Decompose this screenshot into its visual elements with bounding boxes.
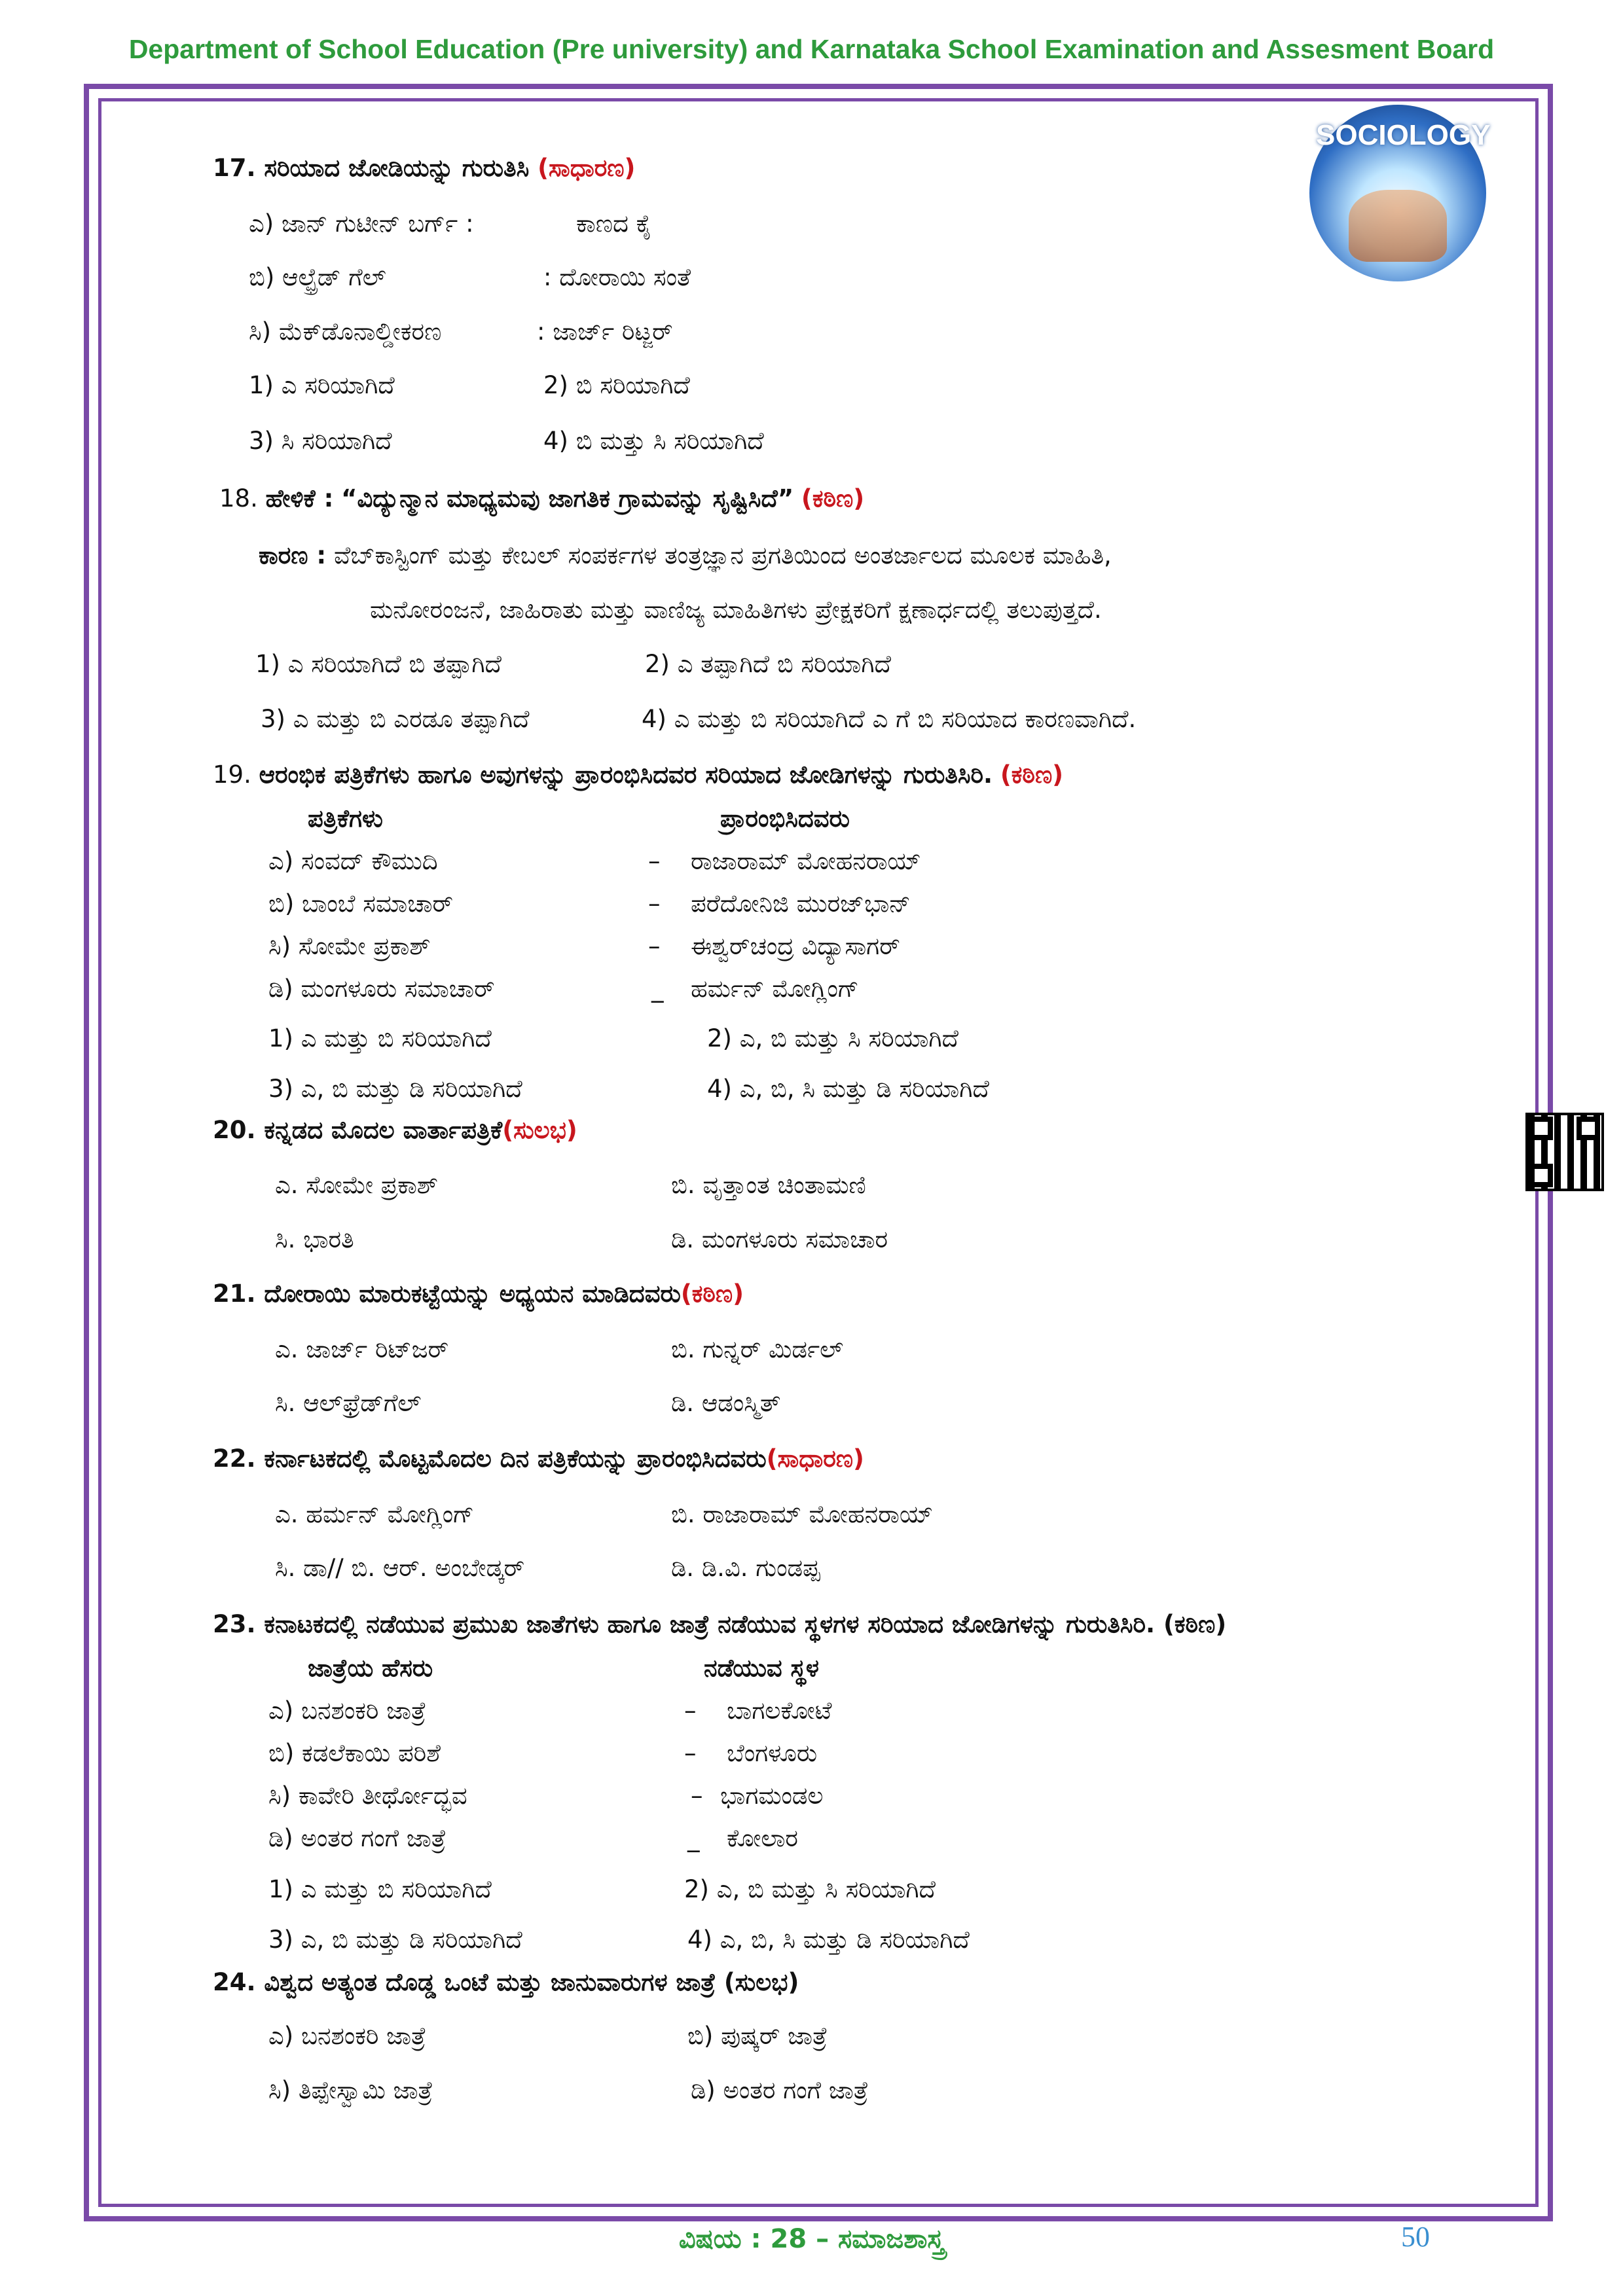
q20-option-d: ಡಿ. ಮಂಗಳೂರು ಸಮಾಚಾರ [671, 1225, 888, 1253]
q19-title-text: ಆರಂಭಿಕ ಪತ್ರಿಕೆಗಳು ಹಾಗೂ ಅವುಗಳನ್ನು ಪ್ರಾರಂಭಿಸಿದವರ ಸರಿಯಾದ ಜೋಡಿಗಳನ್ನು ಗುರುತಿಸಿರಿ. [259, 761, 993, 789]
q19-number: 19. [213, 761, 251, 789]
q18-level: (ಕಠಿಣ) [801, 484, 865, 512]
q19-row-c-dash: – [648, 932, 661, 960]
q24-option-a: ಎ) ಬನಶಂಕರಿ ಜಾತ್ರೆ [268, 2022, 426, 2050]
q24-option-d: ಡಿ) ಅಂತರ ಗಂಗೆ ಜಾತ್ರೆ [691, 2076, 869, 2104]
q23-column-header-place: ನಡೆಯುವ ಸ್ಥಳ [704, 1654, 819, 1682]
q18-reason-label: ಕಾರಣ : [259, 541, 327, 569]
q21-option-b: ಬಿ. ಗುನ್ನರ್ ಮಿರ್ಡಲ್ [671, 1335, 844, 1363]
q17-option-a-match: ಕಾಣದ ಕೈ [576, 209, 652, 238]
q17-option-a: ಎ) ಜಾನ್ ಗುಟೀನ್ ಬರ್ಗ್ : [249, 209, 474, 238]
q17-option-b-match: : ದೋರಾಯಿ ಸಂತೆ [543, 263, 691, 291]
q19-answer-3: 3) ಎ, ಬಿ ಮತ್ತು ಡಿ ಸರಿಯಾಗಿದೆ [268, 1075, 522, 1103]
q19-row-c-right: ಈಶ್ವರ್‌ಚಂದ್ರ ವಿದ್ಯಾಸಾಗರ್ [691, 932, 900, 960]
q20-level: (ಸುಲಭ) [502, 1116, 577, 1144]
q18-statement-label: ಹೇಳಿಕೆ : [265, 484, 334, 512]
q19-column-header-founders: ಪ್ರಾರಂಭಿಸಿದವರು [720, 804, 850, 833]
q22-option-b: ಬಿ. ರಾಜಾರಾಮ್ ಮೋಹನರಾಯ್ [671, 1500, 934, 1528]
q23-answer-1: 1) ಎ ಮತ್ತು ಬಿ ಸರಿಯಾಗಿದೆ [268, 1875, 492, 1903]
q22-option-c: ಸಿ. ಡಾ// ಬಿ. ಆರ್. ಅಂಬೇಡ್ಕರ್ [275, 1554, 525, 1582]
q17-answer-4: 4) ಬಿ ಮತ್ತು ಸಿ ಸರಿಯಾಗಿದೆ [543, 427, 764, 455]
q22-option-d: ಡಿ. ಡಿ.ವಿ. ಗುಂಡಪ್ಪ [671, 1554, 820, 1582]
q19-row-a-right: ರಾಜಾರಾಮ್ ಮೋಹನರಾಯ್ [691, 847, 922, 875]
q23-row-c-dash: – [691, 1782, 703, 1810]
q19-answer-1: 1) ಎ ಮತ್ತು ಬಿ ಸರಿಯಾಗಿದೆ [268, 1024, 492, 1052]
page-header: Department of School Education (Pre university) and Karnataka School Examination and Assesment Board [128, 34, 1495, 64]
q19-row-d-right: ಹರ್ಮನ್ ಮೋಗ್ಲಿಂಗ್ [691, 975, 859, 1003]
q17-option-b: ಬಿ) ಆಲ್ಫ್ರೆಡ್ ಗೆಲ್ [249, 263, 386, 291]
q17-answer-1: 1) ಎ ಸರಿಯಾಗಿದೆ [249, 371, 395, 399]
q18-reason-text-1: ವೆಬ್‌ಕಾಸ್ಟಿಂಗ್ ಮತ್ತು ಕೇಬಲ್ ಸಂಪರ್ಕಗಳ ತಂತ್ರಜ್ಞಾನ ಪ್ರಗತಿಯಿಂದ ಅಂತರ್ಜಾಲದ ಮೂಲಕ ಮಾಹಿತಿ, [333, 541, 1112, 569]
q23-row-b-dash: – [684, 1739, 697, 1767]
q23-row-a-left: ಎ) ಬನಶಂಕರಿ ಜಾತ್ರೆ [268, 1696, 426, 1725]
q18-answer-3: 3) ಎ ಮತ್ತು ಬಿ ಎರಡೂ ತಪ್ಪಾಗಿದೆ [261, 705, 530, 733]
q23-row-d-dash: _ [687, 1824, 700, 1852]
q19-row-d-left: ಡಿ) ಮಂಗಳೂರು ಸಮಾಚಾರ್ [268, 975, 495, 1003]
q18-number: 18. [219, 484, 258, 512]
q24-option-b: ಬಿ) ಪುಷ್ಕರ್ ಜಾತ್ರೆ [687, 2022, 828, 2050]
q19-row-a-left: ಎ) ಸಂವದ್ ಕೌಮುದಿ [268, 847, 438, 875]
q23-answer-4: 4) ಎ, ಬಿ, ಸಿ ಮತ್ತು ಡಿ ಸರಿಯಾಗಿದೆ [687, 1926, 970, 1954]
q23-row-b-left: ಬಿ) ಕಡಲೆಕಾಯಿ ಪರಿಶೆ [268, 1739, 441, 1767]
q18-answer-1: 1) ಎ ಸರಿಯಾಗಿದೆ ಬಿ ತಪ್ಪಾಗಿದೆ [255, 650, 501, 678]
q17-answer-2: 2) ಬಿ ಸರಿಯಾಗಿದೆ [543, 371, 690, 399]
q20-option-a: ಎ. ಸೋಮೇ ಪ್ರಕಾಶ್ [275, 1171, 439, 1199]
q19-answer-4: 4) ಎ, ಬಿ, ಸಿ ಮತ್ತು ಡಿ ಸರಿಯಾಗಿದೆ [707, 1075, 989, 1103]
q22-title-text: 22. ಕರ್ನಾಟಕದಲ್ಲಿ ಮೊಟ್ಟಮೊದಲ ದಿನ ಪತ್ರಿಕೆಯನ್ನು ಪ್ರಾರಂಭಿಸಿದವರು [213, 1444, 767, 1473]
q18-answer-4: 4) ಎ ಮತ್ತು ಬಿ ಸರಿಯಾಗಿದೆ ಎ ಗೆ ಬಿ ಸರಿಯಾದ ಕಾರಣವಾಗಿದೆ. [642, 705, 1137, 733]
q20-option-c: ಸಿ. ಭಾರತಿ [275, 1225, 354, 1253]
q21-title-text: 21. ದೋರಾಯಿ ಮಾರುಕಟ್ಟೆಯನ್ನು ಅಧ್ಯಯನ ಮಾಡಿದವರು [213, 1280, 681, 1308]
q21-option-a: ಎ. ಜಾರ್ಜ್ ರಿಟ್‌ಜರ್ [275, 1335, 449, 1363]
q23-column-header-fair-name: ಜಾತ್ರೆಯ ಹೆಸರು [308, 1654, 433, 1682]
q20-title [213, 1118, 577, 1142]
q19-answer-2: 2) ಎ, ಬಿ ಮತ್ತು ಸಿ ಸರಿಯಾಗಿದೆ [707, 1024, 959, 1052]
q23-row-b-right: ಬೆಂಗಳೂರು [727, 1739, 818, 1767]
q17-title [213, 156, 635, 180]
q19-row-b-left: ಬಿ) ಬಾಂಬೆ ಸಮಾಚಾರ್ [268, 889, 454, 918]
q20-title-text: 20. ಕನ್ನಡದ ಮೊದಲ ವಾರ್ತಾಪತ್ರಿಕೆ [213, 1116, 503, 1144]
q19-row-b-right: ಪರೆದೋನಿಜಿ ಮುರಜ್‌ಭಾನ್ [691, 889, 911, 918]
q21-title [213, 1282, 744, 1306]
q17-option-c-match: : ಜಾರ್ಜ್ ರಿಟ್ಜರ್ [537, 317, 673, 346]
q17-answer-3: 3) ಸಿ ಸರಿಯಾಗಿದೆ [249, 427, 392, 455]
q21-level: (ಕಠಿಣ) [680, 1280, 744, 1308]
q19-row-c-left: ಸಿ) ಸೋಮೇ ಪ್ರಕಾಶ್ [268, 932, 431, 960]
q23-row-c-right: ಭಾಗಮಂಡಲ [720, 1782, 824, 1810]
q22-option-a: ಎ. ಹರ್ಮನ್ ಮೋಗ್ಲಿಂಗ್ [275, 1500, 475, 1528]
q23-row-d-left: ಡಿ) ಅಂತರ ಗಂಗೆ ಜಾತ್ರೆ [268, 1824, 447, 1852]
q19-row-b-dash: – [648, 889, 661, 918]
q18-answer-2: 2) ಎ ತಪ್ಪಾಗಿದೆ ಬಿ ಸರಿಯಾಗಿದೆ [645, 650, 891, 678]
q24-title: 24. ವಿಶ್ವದ ಅತ್ಯಂತ ದೊಡ್ಡ ಒಂಟೆ ಮತ್ತು ಜಾನುವಾರುಗಳ ಜಾತ್ರೆ (ಸುಲಭ) [213, 1968, 799, 1996]
q21-option-d: ಡಿ. ಆಡಂಸ್ಮಿತ್ [671, 1389, 781, 1417]
q23-row-a-dash: – [684, 1696, 697, 1725]
q21-option-c: ಸಿ. ಆಲ್‌ಫ್ರೆಡ್‌ಗೆಲ್ [275, 1389, 422, 1417]
q19-title [213, 762, 1063, 787]
q23-row-a-right: ಬಾಗಲಕೋಟೆ [727, 1696, 832, 1725]
qr-code-icon [1525, 1113, 1604, 1191]
q22-level: (ಸಾಧಾರಣ) [766, 1444, 864, 1473]
hands-globe-icon [1349, 190, 1447, 262]
q24-option-c: ಸಿ) ತಿಪ್ಪೇಸ್ವಾಮಿ ಜಾತ್ರೆ [268, 2076, 433, 2104]
q23-row-d-right: ಕೋಲಾರ [727, 1824, 799, 1852]
q20-option-b: ಬಿ. ವೃತ್ತಾಂತ ಚಿಂತಾಮಣಿ [671, 1171, 866, 1199]
q23-answer-3: 3) ಎ, ಬಿ ಮತ್ತು ಡಿ ಸರಿಯಾಗಿದೆ [268, 1926, 522, 1954]
q19-level: (ಕಠಿಣ) [1000, 761, 1064, 789]
q19-column-header-newspapers: ಪತ್ರಿಕೆಗಳು [308, 804, 383, 833]
q17-level: (ಸಾಧಾರಣ) [538, 154, 636, 182]
q23-row-c-left: ಸಿ) ಕಾವೇರಿ ತೀರ್ಥೋದ್ಭವ [268, 1782, 467, 1810]
q17-option-c: ಸಿ) ಮೆಕ್‌ಡೊನಾಲ್ಡೀಕರಣ [249, 317, 442, 346]
q17-title-text: 17. ಸರಿಯಾದ ಜೋಡಿಯನ್ನು ಗುರುತಿಸಿ [213, 154, 530, 182]
sociology-logo-text: SOCIOLOGY [1316, 119, 1491, 151]
q18-statement-text: “ವಿದ್ಯುನ್ಮಾನ ಮಾಧ್ಯಮವು ಜಾಗತಿಕ ಗ್ರಾಮವನ್ನು ಸೃಷ್ಟಿಸಿದೆ” [341, 484, 794, 512]
footer-subject: ವಿಷಯ : 28 – ಸಮಾಜಶಾಸ್ತ್ರ [678, 2224, 945, 2254]
q22-title [213, 1446, 864, 1471]
q19-row-a-dash: – [648, 847, 661, 875]
q18-statement [219, 486, 864, 511]
page-number: 50 [1401, 2221, 1430, 2253]
q19-row-d-dash: _ [651, 975, 664, 1003]
q23-answer-2: 2) ಎ, ಬಿ ಮತ್ತು ಸಿ ಸರಿಯಾಗಿದೆ [684, 1875, 936, 1903]
q18-reason-line-1 [259, 543, 1112, 567]
q18-reason-line-2: ಮನೋರಂಜನೆ, ಜಾಹಿರಾತು ಮತ್ತು ವಾಣಿಜ್ಯ ಮಾಹಿತಿಗಳು ಪ್ರೇಕ್ಷಕರಿಗೆ ಕ್ಷಣಾರ್ಧದಲ್ಲಿ ತಲುಪುತ್ತದೆ. [370, 596, 1102, 624]
q23-title: 23. ಕನಾಟಕದಲ್ಲಿ ನಡೆಯುವ ಪ್ರಮುಖ ಜಾತೆಗಳು ಹಾಗೂ ಜಾತ್ರೆ ನಡೆಯುವ ಸ್ಥಳಗಳ ಸರಿಯಾದ ಜೋಡಿಗಳನ್ನು ಗುರುತಿಸಿರಿ. (ಕಠಿಣ) [213, 1610, 1227, 1638]
